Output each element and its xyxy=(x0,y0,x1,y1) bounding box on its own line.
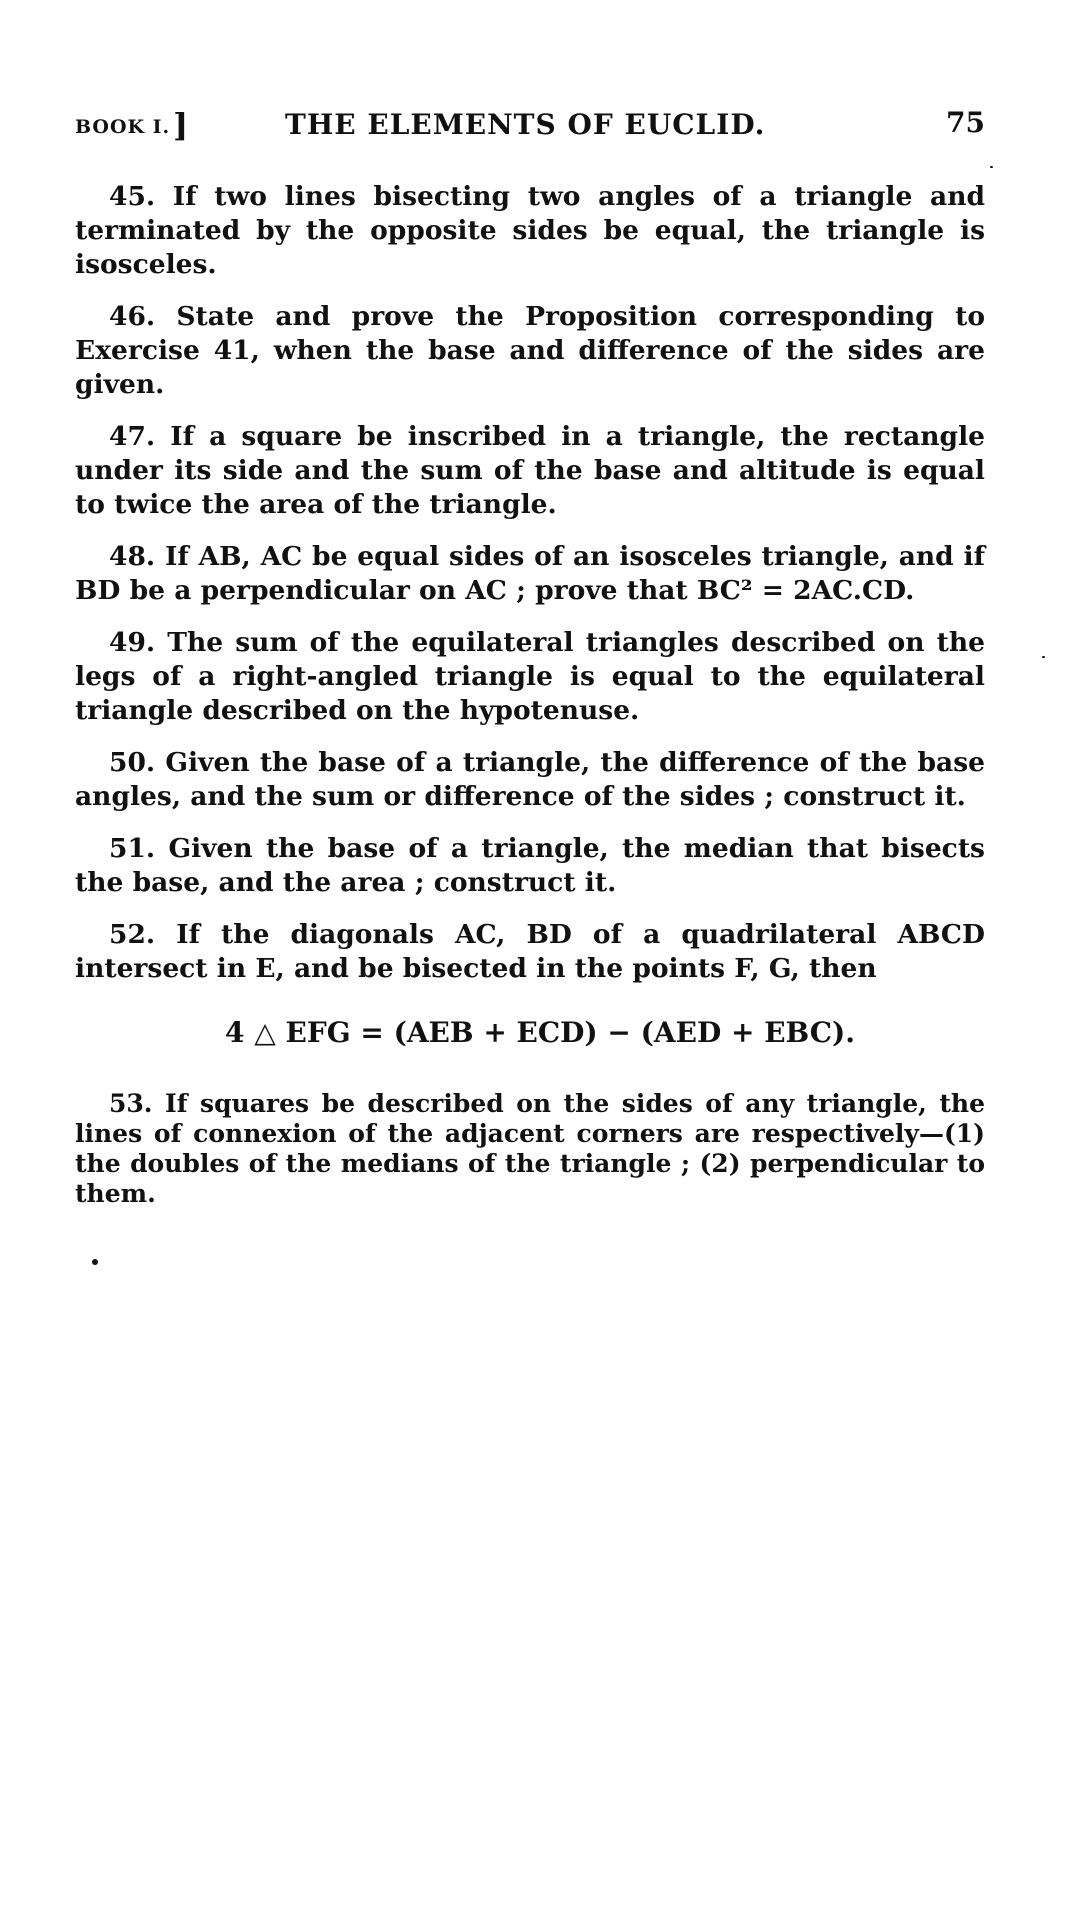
exercise-number: 45. xyxy=(109,181,156,212)
page-number: 75 xyxy=(946,106,985,139)
exercise-text: Given the base of a triangle, the median that bisects the base, and the area ; construct it. xyxy=(75,833,985,898)
exercise-text: If a square be inscribed in a triangle, the rectangle under its side and the sum of the base and altitude is equal to twice the area of the triangle. xyxy=(75,421,985,520)
exercise-number: 51. xyxy=(109,833,156,864)
exercise-52 xyxy=(75,918,985,986)
header-title: THE ELEMENTS OF EUCLID. xyxy=(285,108,766,141)
header-bracket: ] xyxy=(173,106,189,144)
exercise-45 xyxy=(75,180,985,282)
exercise-47 xyxy=(75,420,985,522)
exercise-list xyxy=(75,180,985,1227)
book-label: BOOK I. xyxy=(75,116,171,138)
exercise-53 xyxy=(75,1089,985,1209)
exercise-number: 49. xyxy=(109,627,156,658)
exercise-49 xyxy=(75,626,985,728)
exercise-text: State and prove the Proposition corresponding to Exercise 41, when the base and difference of the sides are given. xyxy=(75,301,985,400)
exercise-number: 48. xyxy=(109,541,156,572)
exercise-text: The sum of the equilateral triangles described on the legs of a right-angled triangle is equal to the equilateral triangle described on the hypotenuse. xyxy=(75,627,985,726)
ink-speck xyxy=(990,166,993,168)
exercise-text: If the diagonals AC, BD of a quadrilateral ABCD intersect in E, and be bisected in the points F, G, then xyxy=(75,919,985,984)
exercise-number: 46. xyxy=(109,301,156,332)
ink-speck xyxy=(1042,656,1045,658)
exercise-number: 53. xyxy=(109,1089,153,1118)
formula: 4 △ EFG = (AEB + ECD) − (AED + EBC). xyxy=(224,1016,855,1049)
exercise-text: If AB, AC be equal sides of an isosceles triangle, and if BD be a perpendicular on AC ; prove that BC² = 2AC.CD. xyxy=(75,541,985,606)
exercise-text: If squares be described on the sides of any triangle, the lines of connexion of the adjacent corners are respectively—(1) the doubles of the medians of the triangle ; (2) perpendicular to them. xyxy=(75,1089,985,1208)
exercise-text: If two lines bisecting two angles of a triangle and terminated by the opposite sides be equal, the triangle is isosceles. xyxy=(75,181,985,280)
running-header xyxy=(75,104,985,148)
exercise-number: 52. xyxy=(109,919,156,950)
exercise-48 xyxy=(75,540,985,608)
exercise-number: 50. xyxy=(109,747,156,778)
exercise-51 xyxy=(75,832,985,900)
ink-speck xyxy=(92,1259,98,1265)
exercise-text: Given the base of a triangle, the difference of the base angles, and the sum or difference of the sides ; construct it. xyxy=(75,747,986,812)
exercise-number: 47. xyxy=(109,421,156,452)
exercise-50 xyxy=(75,746,985,814)
exercise-46 xyxy=(75,300,985,402)
